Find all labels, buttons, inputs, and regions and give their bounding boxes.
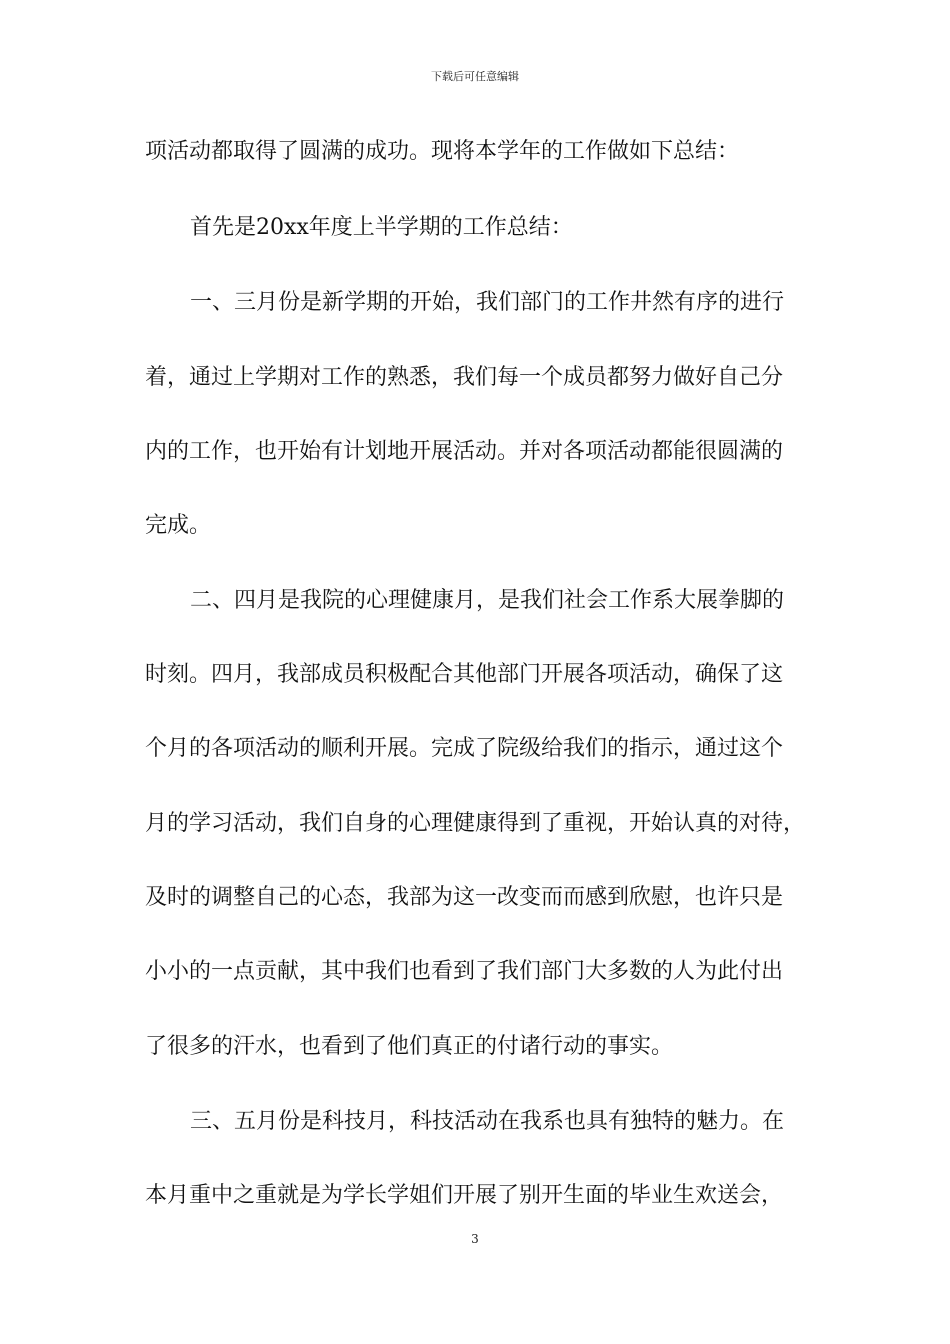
text-line: 首先是20xx年度上半学期的工作总结： xyxy=(190,215,573,240)
text-line: 本月重中之重就是为学长学姐们开展了别开生面的毕业生欢送会， xyxy=(145,1183,784,1208)
text-line: 个月的各项活动的顺利开展。完成了院级给我们的指示，通过这个 xyxy=(145,736,784,761)
text-line: 二、四月是我院的心理健康月，是我们社会工作系大展拳脚的 xyxy=(190,588,785,613)
text-line: 时刻。四月，我部成员积极配合其他部门开展各项活动，确保了这 xyxy=(145,662,784,687)
page-number: 3 xyxy=(471,1232,479,1246)
text-line: 项活动都取得了圆满的成功。现将本学年的工作做如下总结： xyxy=(145,139,740,164)
text-line: 着，通过上学期对工作的熟悉，我们每一个成员都努力做好自己分 xyxy=(145,365,784,390)
text-line: 了很多的汗水，也看到了他们真正的付诸行动的事实。 xyxy=(145,1034,674,1059)
text-line: 三、五月份是科技月，科技活动在我系也具有独特的魅力。在 xyxy=(190,1109,785,1134)
header-note: 下载后可任意编辑 xyxy=(431,70,519,83)
text-line: 及时的调整自己的心态，我部为这一改变而而感到欣慰，也许只是 xyxy=(145,885,784,910)
text-line: 小小的一点贡献，其中我们也看到了我们部门大多数的人为此付出 xyxy=(145,959,784,984)
text-line: 完成。 xyxy=(145,513,212,538)
text-line: 一、三月份是新学期的开始，我们部门的工作井然有序的进行 xyxy=(190,290,785,315)
text-line: 月的学习活动，我们自身的心理健康得到了重视，开始认真的对待， xyxy=(145,811,806,836)
text-line: 内的工作，也开始有计划地开展活动。并对各项活动都能很圆满的 xyxy=(145,439,784,464)
